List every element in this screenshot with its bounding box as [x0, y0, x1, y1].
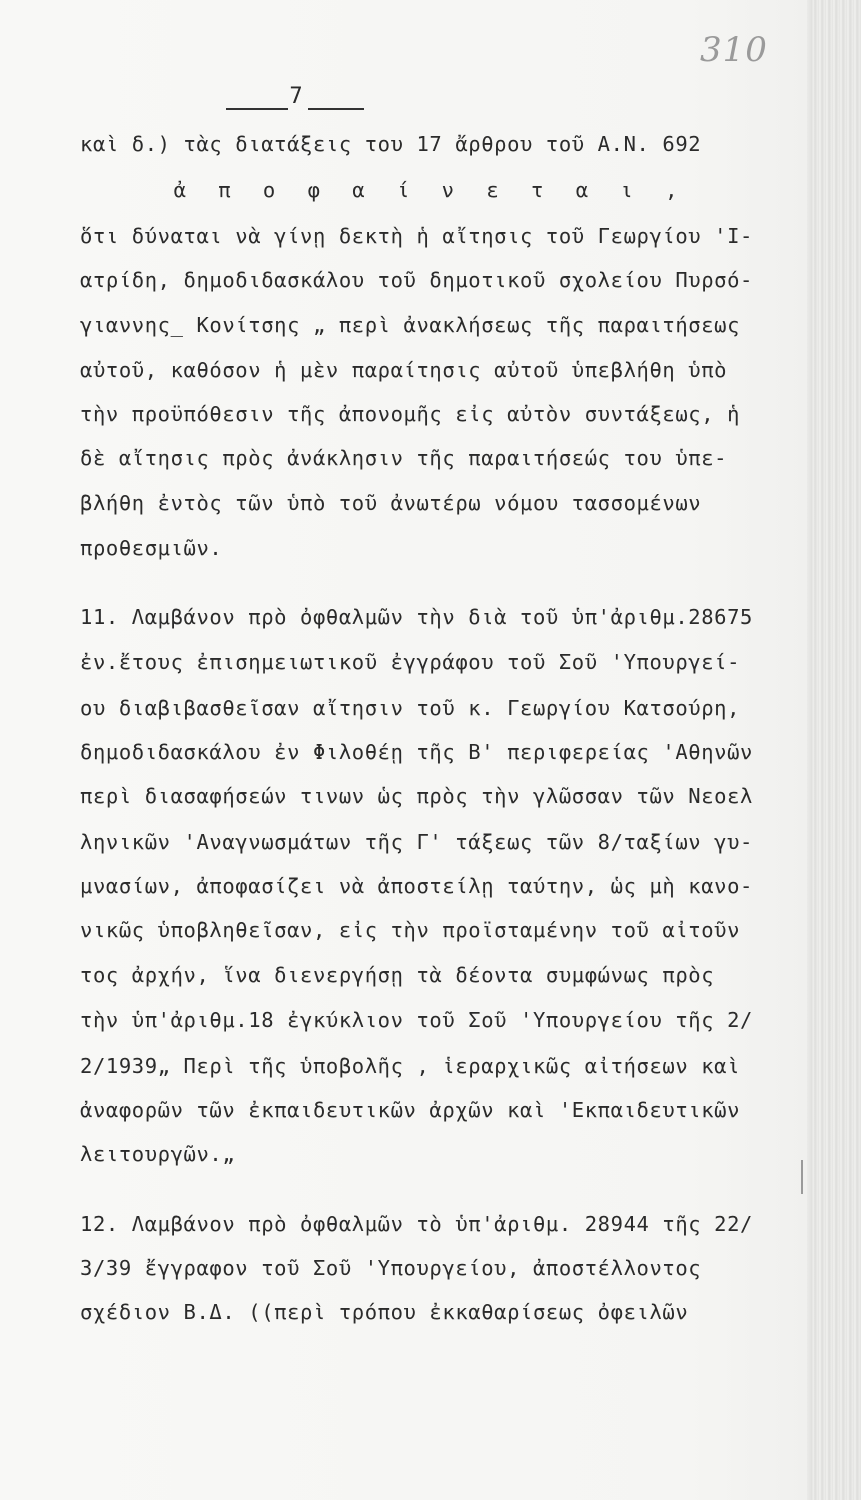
text-line: περὶ διασαφήσεών τινων ὡς πρὸς τὴν γλῶσσαν τῶν Νεοελ — [80, 784, 753, 808]
heading-apofainetai: ἀ π ο φ α ί ν ε τ α ι , — [173, 178, 688, 202]
item-12-line: 12. Λαμβάνον πρὸ ὀφθαλμῶν τὸ ὑπ'ἀριθμ. 28944 τῆς 22/ — [80, 1212, 753, 1236]
text-line: μνασίων, ἀποφασίζει νὰ ἀποστείλῃ ταύτην, ὡς μὴ κανο- — [80, 874, 753, 898]
text-line: τὴν προϋπόθεσιν τῆς ἀπονομῆς εἰς αὐτὸν συντάξεως, ἡ — [80, 402, 741, 426]
text-line: λειτουργῶν.„ — [80, 1142, 236, 1166]
text-line: δὲ αἴτησις πρὸς ἀνάκλησιν τῆς παραιτήσεώς του ὑπε- — [80, 446, 728, 470]
page-edge-stack — [811, 0, 861, 1500]
page-number-rule-right — [308, 108, 364, 110]
text-line: καὶ δ.) τὰς διατάξεις του 17 ἄρθρου τοῦ Α.Ν. 692 — [80, 132, 702, 156]
text-line: τος ἀρχήν, ἵνα διενεργήσῃ τὰ δέοντα συμφώνως πρὸς — [80, 963, 715, 987]
text-line: ὅτι δύναται νὰ γίνῃ δεκτὴ ἡ αἴτησις τοῦ Γεωργίου 'Ι- — [80, 224, 753, 248]
text-line: αὐτοῦ, καθόσον ἡ μὲν παραίτησις αὐτοῦ ὑπεβλήθη ὑπὸ — [80, 358, 728, 382]
item-11-line: 11. Λαμβάνον πρὸ ὀφθαλμῶν τὴν διὰ τοῦ ὑπ'ἀριθμ.28675 — [80, 605, 753, 629]
text-line: βλήθη ἐντὸς τῶν ὑπὸ τοῦ ἀνωτέρω νόμου τασσομένων — [80, 491, 702, 515]
page-number — [216, 84, 376, 109]
text-line: δημοδιδασκάλου ἐν Φιλοθέῃ τῆς Β' περιφερείας 'Αθηνῶν — [80, 740, 753, 764]
archive-number: 310 — [700, 30, 768, 70]
text-line: ου διαβιβασθεῖσαν αἴτησιν τοῦ κ. Γεωργίου Κατσούρη, — [80, 696, 741, 720]
text-line: τὴν ὑπ'ἀριθμ.18 ἐγκύκλιον τοῦ Σοῦ 'Υπουργείου τῆς 2/ — [80, 1008, 753, 1032]
text-line: νικῶς ὑποβληθεῖσαν, εἰς τὴν προϊσταμένην τοῦ αἰτοῦν — [80, 918, 741, 942]
text-line: ατρίδη, δημοδιδασκάλου τοῦ δημοτικοῦ σχολείου Πυρσό- — [80, 268, 753, 292]
margin-tick-mark — [801, 1160, 803, 1194]
text-line: ἀναφορῶν τῶν ἐκπαιδευτικῶν ἀρχῶν καὶ 'Εκπαιδευτικῶν — [80, 1098, 741, 1122]
page-number-rule-left — [226, 108, 288, 110]
text-line: γιαννης_ Κονίτσης „ περὶ ἀνακλήσεως τῆς παραιτήσεως — [80, 313, 741, 337]
page-number-text: 7 — [289, 84, 303, 109]
text-line: 2/1939„ Περὶ τῆς ὑποβολῆς , ἱεραρχικῶς αἰτήσεων καὶ — [80, 1054, 741, 1078]
text-line: ἐν.ἔτους ἐπισημειωτικοῦ ἐγγράφου τοῦ Σοῦ 'Υπουργεί- — [80, 650, 741, 674]
text-line: προθεσμιῶν. — [80, 536, 223, 560]
text-line: 3/39 ἔγγραφον τοῦ Σοῦ 'Υπουργείου, ἀποστέλλοντος — [80, 1256, 702, 1280]
text-line: σχέδιον Β.Δ. ((περὶ τρόπου ἐκκαθαρίσεως ὀφειλῶν — [80, 1300, 689, 1324]
text-line: ληνικῶν 'Αναγνωσμάτων τῆς Γ' τάξεως τῶν 8/ταξίων γυ- — [80, 830, 753, 854]
